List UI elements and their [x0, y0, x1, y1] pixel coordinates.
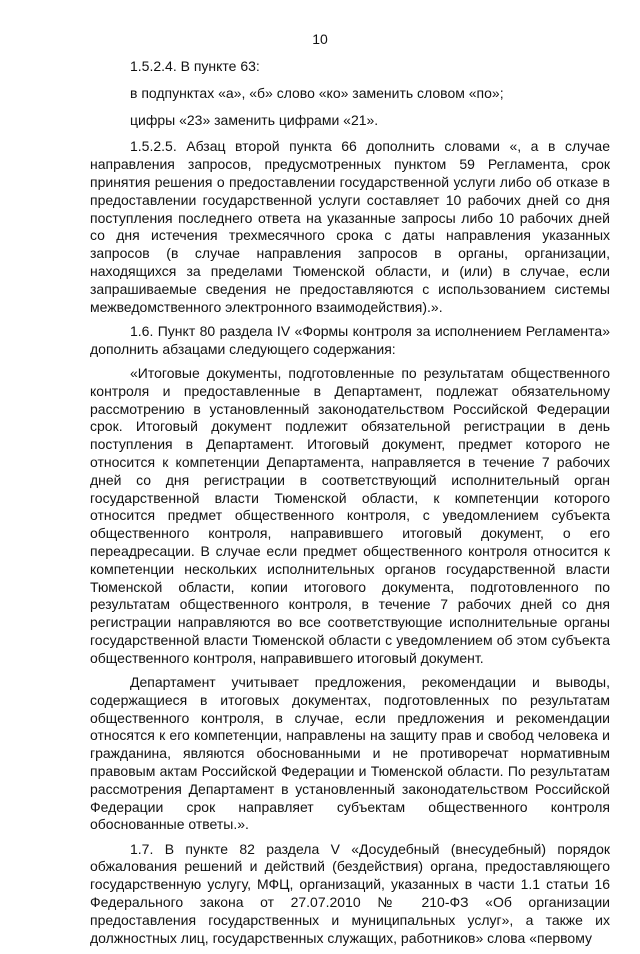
paragraph-department-considers: Департамент учитывает предложения, рекомендации и выводы, содержащиеся в итоговых документах, подготовленных по результатам общественного контроля, в случае, если предложения и рекомендации относятся к его компетенции, направлены на защиту прав и свобод человека и гражданина, являются обоснованными и не противоречат нормативным правовым актам Российской Федерации и Тюменской области. По результатам рассмотрения Департамент в установленный законодательством Российской Федерации срок направляет субъектам общественного контроля обоснованные ответы.».	[90, 674, 610, 833]
paragraph-1-5-2-5: 1.5.2.5. Абзац второй пункта 66 дополнить словами «, а в случае направления запросов, предусмотренных пунктом 59 Регламента, срок принятия решения о предоставлении государственной услуги либо об отказе в предоставлении государственной услуги составляет 10 рабочих дней со дня поступления последнего ответа на указанные запросы либо 10 рабочих дней со дня истечения трехмесячного срока с даты направления указанных запросов (в случае направления запросов в органы, организации, находящихся за пределами Тюменской области, и (или) в случае, если запрашиваемые сведения не предоставляются с использованием системы межведомственного электронного взаимодействия).».	[90, 138, 610, 315]
paragraph-1-7: 1.7. В пункте 82 раздела V «Досудебный (внесудебный) порядок обжалования решений и действий (бездействия) органа, предоставляющего государственную услугу, МФЦ, организаций, указанных в части 1.1 статьи 16 Федерального закона от 27.07.2010 № 210-ФЗ «Об организации предоставления государственных и муниципальных услуг», а также их должностных лиц, государственных служащих, работников» слова «первому	[90, 840, 610, 946]
page-number: 10	[312, 31, 328, 47]
paragraph-subitems-a-b: в подпунктах «а», «б» слово «ко» заменить словом «по»;	[130, 84, 504, 101]
paragraph-final-documents: «Итоговые документы, подготовленные по результатам общественного контроля и предоставленные в Департамент, подлежат обязательному рассмотрению в установленный законодательством Российской Федерации срок. Итоговый документ подлежит обязательной регистрации в день поступления в Департамент. Итоговый документ, предмет которого не относится к компетенции Департамента, направляется в течение 7 рабочих дней со дня регистрации в соответствующий исполнительный орган государственной власти Тюменской области, к компетенции которого относится предмет общественного контроля, с уведомлением субъекта общественного контроля, направившего итоговый документ, о его переадресации. В случае если предмет общественного контроля относится к компетенции нескольких исполнительных органов государственной власти Тюменской области, копии итогового документа, подготовленного по результатам общественного контроля, в течение 7 рабочих дней со дня регистрации направляются во все соответствующие исполнительные органы государственной власти Тюменской области с уведомлением об этом субъекта общественного контроля, направившего итоговый документ.	[90, 364, 610, 666]
document-body	[90, 58, 610, 954]
paragraph-digits-replace: цифры «23» заменить цифрами «21».	[130, 111, 379, 128]
paragraph-1-6: 1.6. Пункт 80 раздела IV «Формы контроля за исполнением Регламента» дополнить абзацами следующего содержания:	[90, 322, 610, 357]
paragraph-1-5-2-4: 1.5.2.4. В пункте 63:	[130, 58, 260, 74]
